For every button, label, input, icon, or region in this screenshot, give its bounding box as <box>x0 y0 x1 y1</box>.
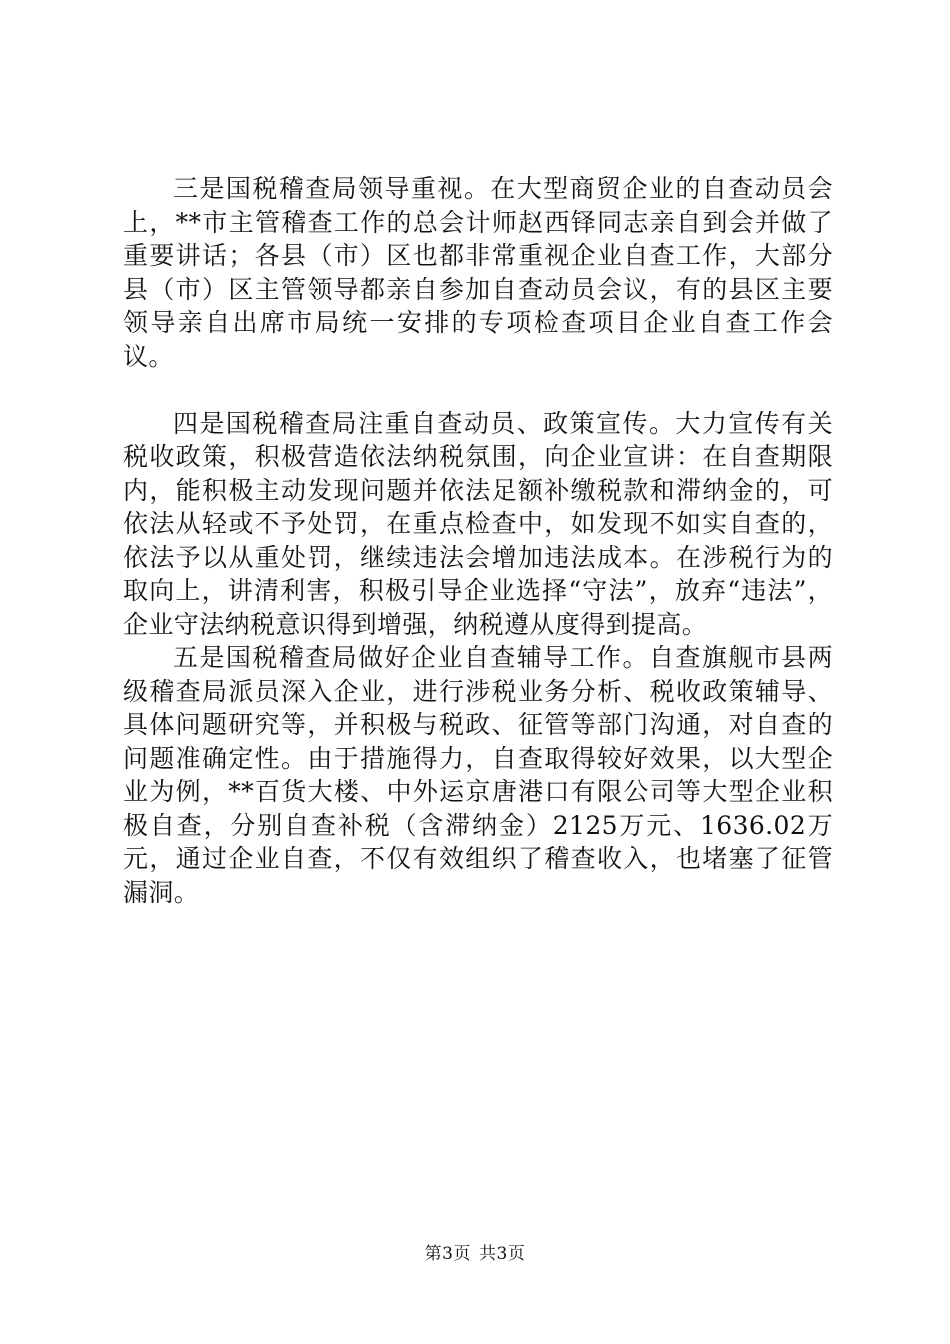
paragraph-publicity: 四是国税稽查局注重自查动员、政策宣传。大力宣传有关税收政策，积极营造依法纳税氛围，向企业宣讲：在自查期限内，能积极主动发现问题并依法足额补缴税款和滞纳金的，可依法从轻或不予处罚，在重点检查中，如发现不如实自查的，依法予以从重处罚，继续违法会增加违法成本。在涉税行为的取向上，讲清利害，积极引导企业选择“守法”，放弃“违法”，企业守法纳税意识得到增强，纳税遵从度得到提高。 <box>123 408 833 639</box>
paragraph-leadership: 三是国税稽查局领导重视。在大型商贸企业的自查动员会上，**市主管稽查工作的总会计师赵西铎同志亲自到会并做了重要讲话；各县（市）区也都非常重视企业自查工作，大部分县（市）区主管领导都亲自参加自查动员会议，有的县区主要领导亲自出席市局统一安排的专项检查项目企业自查工作会议。 <box>123 174 833 371</box>
paragraph-guidance: 五是国税稽查局做好企业自查辅导工作。自查旗舰市县两级稽查局派员深入企业，进行涉税业务分析、税收政策辅导、具体问题研究等，并积极与税政、征管等部门沟通，对自查的问题准确定性。由于措施得力，自查取得较好效果，以大型企业为例，**百货大楼、中外运京唐港口有限公司等大型企业积极自查，分别自查补税（含滞纳金）2125万元、1636.02万元，通过企业自查，不仅有效组织了稽查收入，也堵塞了征管漏洞。 <box>123 643 833 907</box>
page-total: 共3页 <box>479 1244 526 1264</box>
page-number: 第3页 <box>424 1244 471 1264</box>
paragraph-spacer <box>123 373 833 407</box>
document-body <box>123 172 833 909</box>
page-footer <box>0 1243 950 1265</box>
